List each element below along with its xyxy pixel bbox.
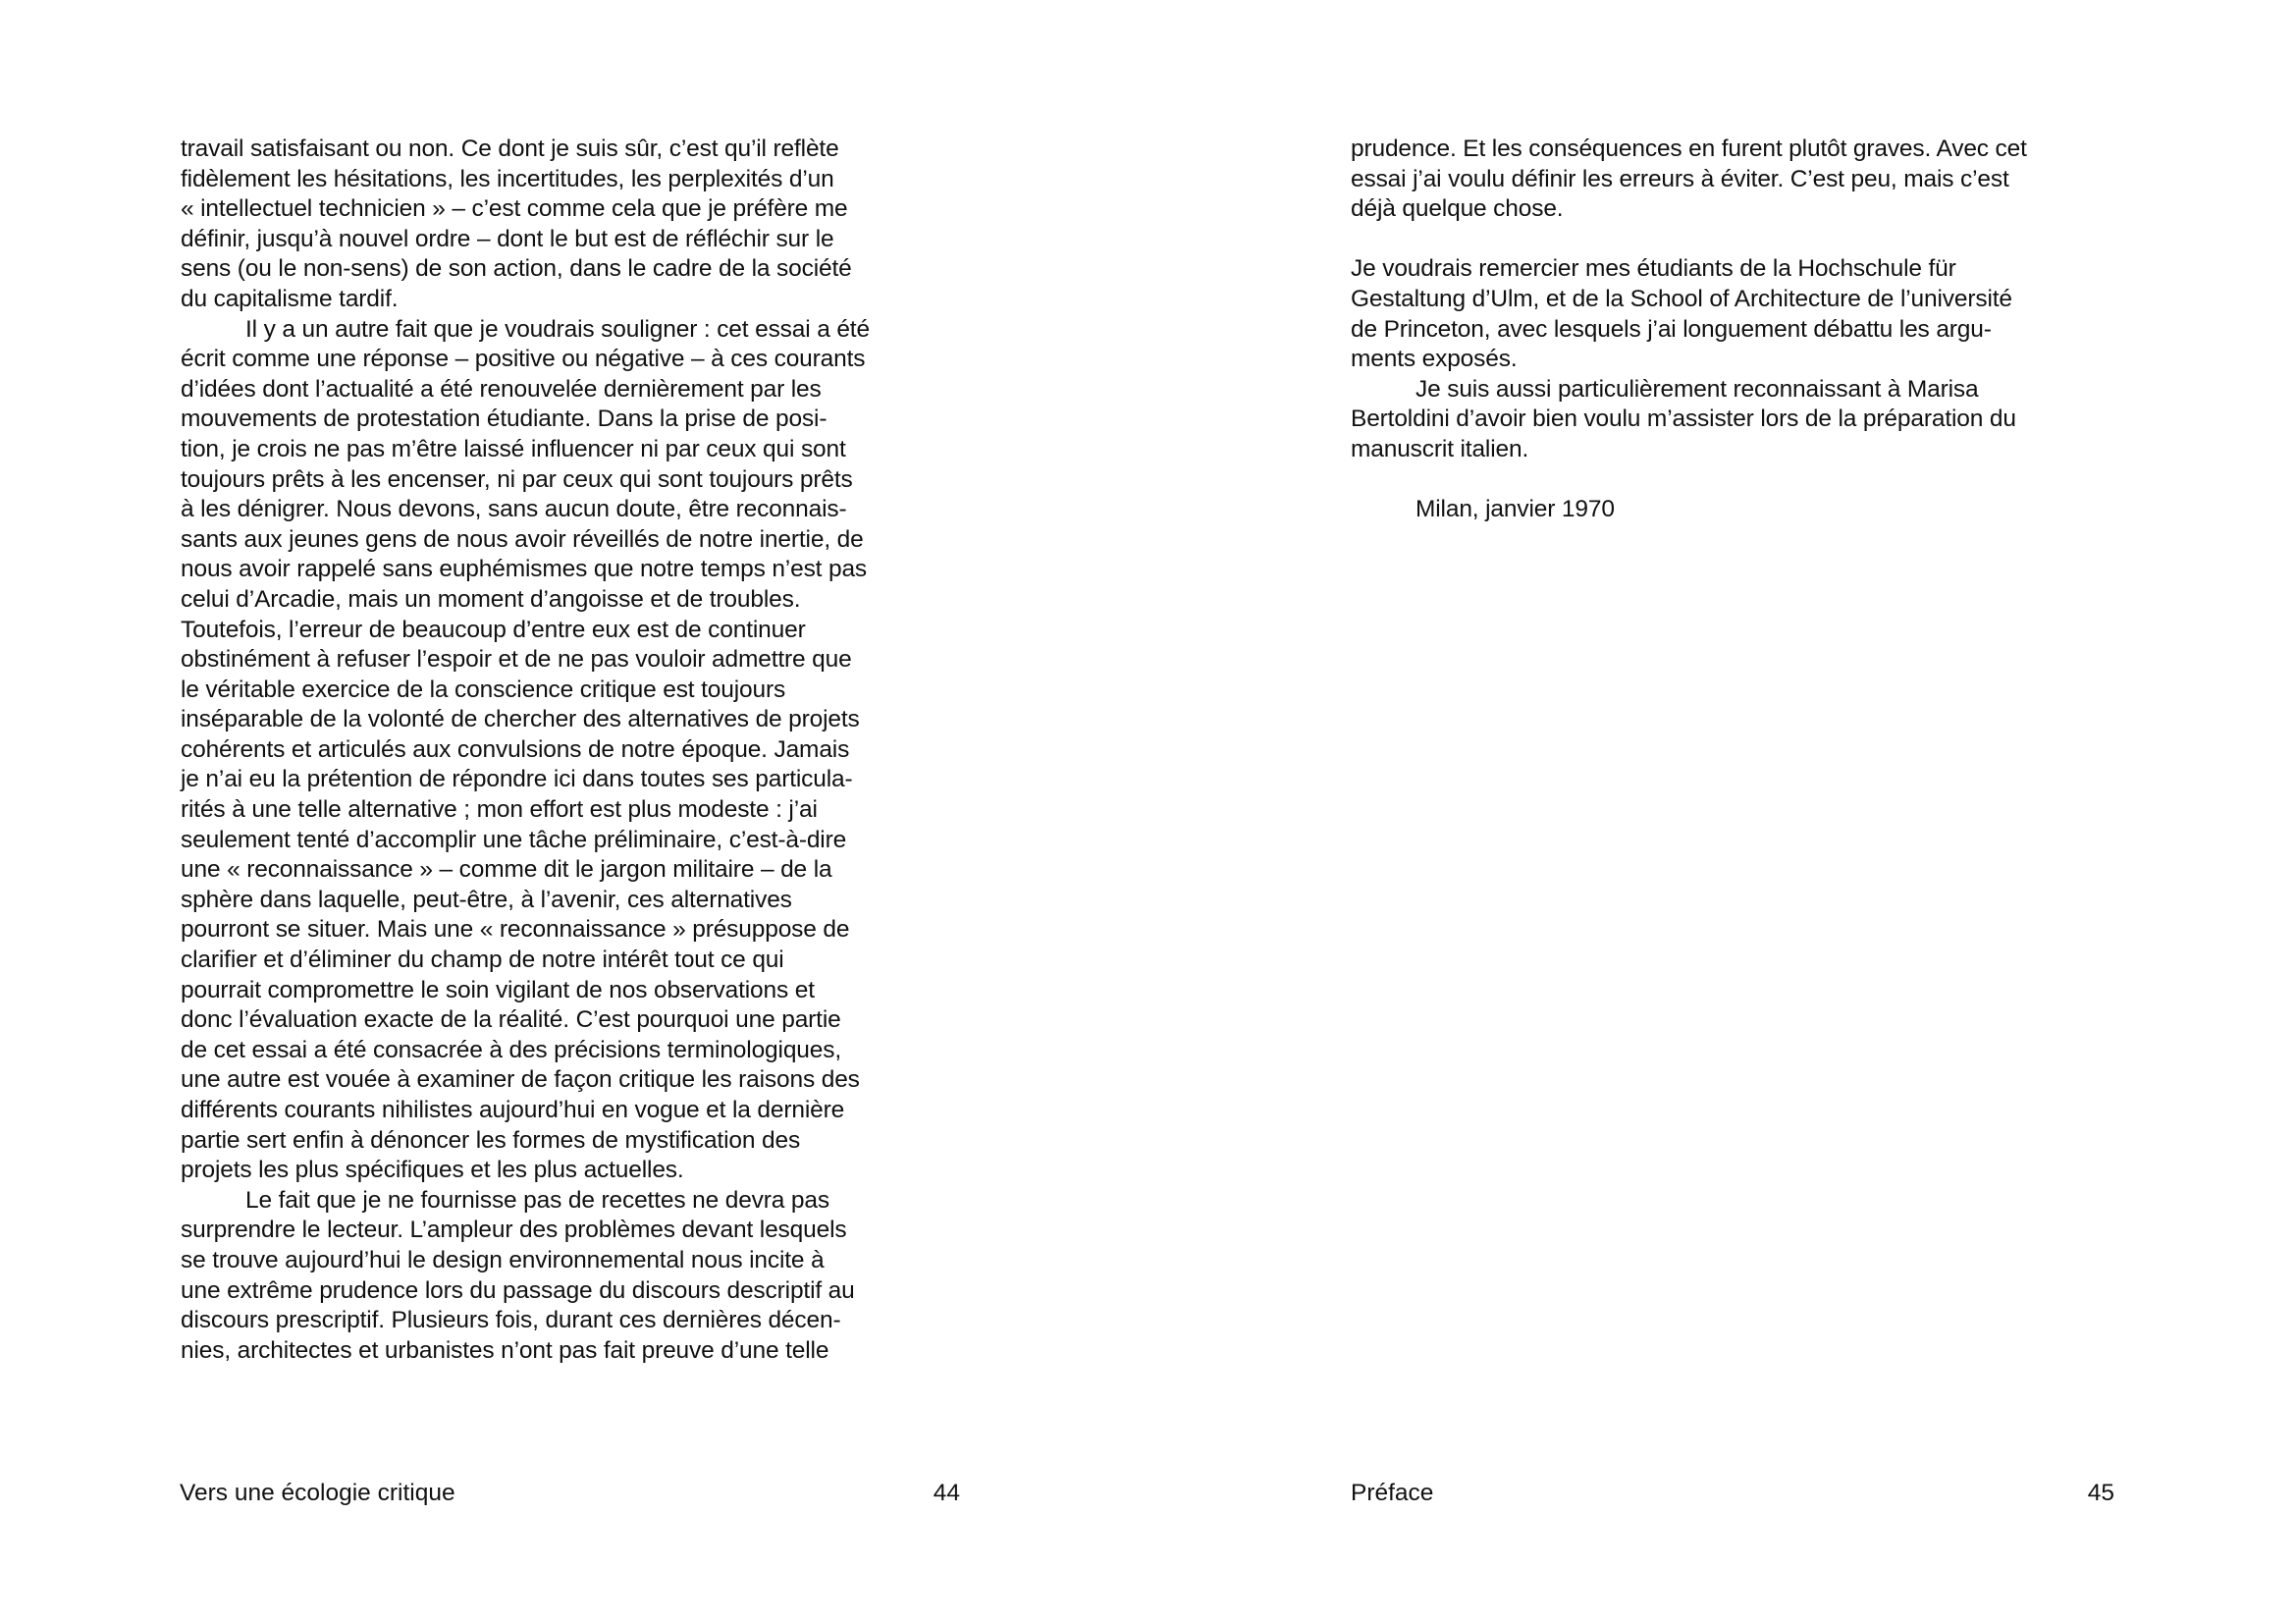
body-line: travail satisfaisant ou non. Ce dont je suis sûr, c’est qu’il reflète (181, 135, 839, 162)
body-line: Gestaltung d’Ulm, et de la School of Architecture de l’université (1351, 285, 2012, 312)
body-line: une « reconnaissance » – comme dit le jargon militaire – de la (181, 856, 832, 884)
body-line: « intellectuel technicien » – c’est comme cela que je préfère me (181, 195, 848, 223)
body-line: à les dénigrer. Nous devons, sans aucun doute, être reconnais- (181, 496, 847, 523)
body-line: nous avoir rappelé sans euphémismes que notre temps n’est pas (181, 556, 868, 583)
body-line: ments exposés. (1351, 346, 1518, 373)
page-number: 44 (933, 1480, 960, 1506)
body-line: sants aux jeunes gens de nous avoir réveillés de notre inertie, de (181, 525, 864, 553)
body-line: Il y a un autre fait que je voudrais souligner : cet essai a été (245, 315, 870, 343)
body-line: du capitalisme tardif. (181, 285, 399, 312)
body-line (1351, 225, 2116, 255)
page-number: 45 (2087, 1480, 2114, 1506)
body-line: déjà quelque chose. (1351, 195, 1564, 223)
body-line: seulement tenté d’accomplir une tâche préliminaire, c’est-à-dire (181, 826, 847, 853)
body-line: une autre est vouée à examiner de façon critique les raisons des (181, 1066, 860, 1094)
body-line: projets les plus spécifiques et les plus actuelles. (181, 1157, 684, 1184)
body-line: définir, jusqu’à nouvel ordre – dont le but est de réfléchir sur le (181, 225, 834, 252)
body-line: Je suis aussi particulièrement reconnaissant à Marisa (1415, 375, 1979, 403)
body-line: le véritable exercice de la conscience critique est toujours (181, 676, 786, 703)
body-line: fidèlement les hésitations, les incertitudes, les perplexités d’un (181, 165, 834, 192)
body-line: différents courants nihilistes aujourd’hui en vogue et la dernière (181, 1097, 845, 1123)
body-line: d’idées dont l’actualité a été renouvelée dernièrement par les (181, 375, 822, 403)
body-line: sphère dans laquelle, peut-être, à l’avenir, ces alternatives (181, 886, 792, 913)
right-page-body (1351, 135, 2116, 525)
body-line: mouvements de protestation étudiante. Dans la prise de posi- (181, 406, 828, 433)
body-line: écrit comme une réponse – positive ou négative – à ces courants (181, 346, 866, 373)
body-line: partie sert enfin à dénoncer les formes de mystification des (181, 1126, 801, 1154)
body-line: je n’ai eu la prétention de répondre ici dans toutes ses particula- (181, 766, 853, 793)
running-footer-title: Préface (1351, 1480, 1434, 1506)
body-line: cohérents et articulés aux convulsions de notre époque. Jamais (181, 735, 850, 763)
body-line: celui d’Arcadie, mais un moment d’angoisse et de troubles. (181, 585, 801, 613)
body-line: Bertoldini d’avoir bien voulu m’assister lors de la préparation du (1351, 406, 2016, 433)
body-line: se trouve aujourd’hui le design environnemental nous incite à (181, 1246, 825, 1273)
body-line: obstinément à refuser l’espoir et de ne pas vouloir admettre que (181, 646, 852, 674)
body-line: pourrait compromettre le soin vigilant de nos observations et (181, 976, 815, 1003)
body-line: prudence. Et les conséquences en furent plutôt graves. Avec cet (1351, 135, 2027, 162)
body-line: de cet essai a été consacrée à des précisions terminologiques, (181, 1036, 842, 1063)
body-line: surprendre le lecteur. L’ampleur des problèmes devant lesquels (181, 1217, 847, 1244)
body-line: Je voudrais remercier mes étudiants de la Hochschule für (1351, 255, 1956, 283)
body-line: de Princeton, avec lesquels j’ai longuement débattu les argu- (1351, 315, 1992, 343)
left-page-body (181, 135, 946, 1366)
signature-line: Milan, janvier 1970 (1415, 496, 1615, 523)
running-footer-title: Vers une écologie critique (180, 1480, 455, 1506)
body-line: essai j’ai voulu définir les erreurs à éviter. C’est peu, mais c’est (1351, 165, 2009, 192)
body-line: manuscrit italien. (1351, 435, 1529, 462)
right-page (1148, 0, 2296, 1624)
body-line: discours prescriptif. Plusieurs fois, durant ces dernières décen- (181, 1307, 841, 1334)
body-line: nies, architectes et urbanistes n’ont pas fait preuve d’une telle (181, 1336, 829, 1364)
body-line: Le fait que je ne fournisse pas de recettes ne devra pas (245, 1186, 829, 1214)
body-line: toujours prêts à les encenser, ni par ceux qui sont toujours prêts (181, 465, 853, 493)
body-line: une extrême prudence lors du passage du discours descriptif au (181, 1276, 855, 1304)
body-line: pourront se situer. Mais une « reconnaissance » présuppose de (181, 916, 850, 944)
body-line: tion, je crois ne pas m’être laissé influencer ni par ceux qui sont (181, 435, 846, 462)
body-line: Toutefois, l’erreur de beaucoup d’entre eux est de continuer (181, 616, 806, 643)
body-line: donc l’évaluation exacte de la réalité. C’est pourquoi une partie (181, 1006, 841, 1034)
body-line (1351, 465, 2116, 496)
body-line: clarifier et d’éliminer du champ de notre intérêt tout ce qui (181, 947, 784, 974)
body-line: rités à une telle alternative ; mon effort est plus modeste : j’ai (181, 796, 818, 824)
body-line: sens (ou le non-sens) de son action, dans le cadre de la société (181, 255, 852, 283)
body-line: inséparable de la volonté de chercher des alternatives de projets (181, 706, 860, 733)
